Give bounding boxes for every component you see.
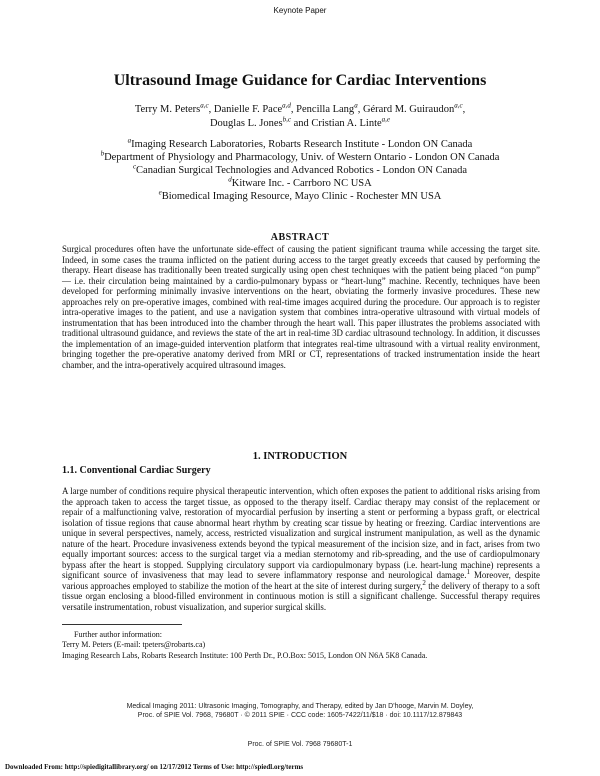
intro-text-1: A large number of conditions require physical therapeutic intervention, which often exposes the patient to additional risks arising from the approach taken to access the target tissue, as opposed to the therapy itself. Cardiac therapy may consist of the replacement or repair of a malfunctioning valve, restoration of myocardial perfusion by inserting a stent or performing a bypass graft, or electrical isolation of tissue regions that cause abnormal heart rhythm by creating scar tissue by heating or freezing. Cardiac interventions are unique in several perspectives, namely, access, restricted visualization and surgical instrument manipulation, as well as the dynamic nature of the heart. Procedure invasiveness extends beyond the typical measurement of the incision size, and in fact, arises from two equally important sources: access to the surgical target via a median sternotomy and rib-spreading, and the use of cardiopulmonary bypass after the heart is stopped. Supplying circulatory support via cardiopulmonary bypass (i.e. heart-lung machine) represents a significant source of invasiveness that may lead to severe inflammatory response and neurological damage. [62, 486, 540, 581]
aff-sup: b [100, 149, 105, 158]
download-note: Downloaded From: http://spiedigitallibrary.org/ on 12/17/2012 Terms of Use: http://spiedl.org/terms [5, 763, 304, 771]
author-sup: a [354, 101, 358, 110]
aff-sup: a [127, 136, 132, 145]
aff-sup: d [228, 175, 232, 184]
author-name: Cristian A. Linte [311, 118, 382, 129]
author-sep: , [357, 104, 363, 115]
paper-title: Ultrasound Image Guidance for Cardiac Interventions [113, 72, 487, 89]
proceedings-citation: Medical Imaging 2011: Ultrasonic Imaging, Tomography, and Therapy, edited by Jan D'hooge, Marvin M. Doyley, [126, 703, 474, 710]
author-name: Pencilla Lang [296, 104, 355, 115]
author-sup: a,d [282, 101, 291, 110]
intro-paragraph [62, 486, 540, 613]
author-name: Gérard M. Guiraudon [362, 104, 455, 115]
section-heading: 1. INTRODUCTION [252, 451, 348, 462]
aff-text: Biomedical Imaging Resource, Mayo Clinic - Rochester MN USA [161, 191, 442, 202]
author-sup: a,c [200, 101, 209, 110]
author-sep: , [208, 104, 214, 115]
subsection-heading: 1.1. Conventional Cardiac Surgery [62, 465, 211, 476]
intro-text-3: the delivery of therapy to a soft tissue organ enclosing a blood-filled environment in continuous motion is still a significant challenge. Successful therapy requires versatile instrumentation, robust visualization, and superior surgical skills. [62, 580, 540, 613]
author-sup: b,c [282, 115, 291, 124]
author-line-1 [0, 103, 600, 117]
aff-text: Imaging Research Laboratories, Robarts Research Institute - London ON Canada [131, 139, 473, 150]
footnote-line: Imaging Research Labs, Robarts Research Institute: 100 Perth Dr., P.O.Box: 5015, London ON N6A 5K8 Canada. [62, 651, 428, 660]
page-footer: Proc. of SPIE Vol. 7968 79680T-1 [247, 741, 353, 748]
citation-ref[interactable]: 2 [422, 578, 426, 587]
footnote-line: Further author information: [74, 630, 162, 639]
author-name: Danielle F. Pace [213, 104, 283, 115]
affiliation-c [0, 164, 600, 177]
citation-ref[interactable]: 1 [466, 568, 470, 577]
intro-text-2: Moreover, despite various approaches employed to stabilize the motion of the heart at the site of interest during surgery, [62, 570, 540, 591]
footnote-line: Terry M. Peters (E-mail: tpeters@robarts.ca) [62, 640, 206, 649]
affiliation-d [0, 177, 600, 190]
author-sep: , [462, 104, 466, 115]
author-name: Douglas L. Jones [209, 118, 283, 129]
aff-sup: c [132, 162, 137, 171]
author-sep: and [290, 118, 312, 129]
aff-text: Canadian Surgical Technologies and Advanced Robotics - London ON Canada [136, 165, 468, 176]
author-sup: a,e [381, 115, 391, 124]
abstract-text: Surgical procedures often have the unfortunate side-effect of causing the patient significant trauma while accessing the target site. Indeed, in some cases the trauma inflicted on the patient during access to the target greatly exceeds that caused by performing the therapy. Heart disease has traditionally been treated surgically using open chest techniques with the patient being placed “on pump” — i.e. their circulation being maintained by a cardio-pulmonary bypass or “heart-lung” machine. Recently, techniques have been developed for performing minimally invasive interventions on the heart, obviating the formerly invasive procedures. These new approaches rely on pre-operative images, combined with real-time images acquired during the procedure. Our approach is to register intra-operative images to the patient, and use a navigation system that combines intra-operative ultrasound with virtual models of instrumentation that has been introduced into the chamber through the heart wall. This paper illustrates the problems associated with traditional ultrasound guidance, and reviews the state of the art in real-time 3D cardiac ultrasound technology. In addition, it discusses the implementation of an image-guided intervention platform that integrates real-time ultrasound with a virtual reality environment, bringing together the pre-operative anatomy derived from MRI or CT, representations of tracked instrumentation inside the heart chamber, and the intra-operatively acquired ultrasound images. [62, 244, 540, 371]
aff-sup: e [158, 188, 162, 197]
affiliation-a [0, 138, 600, 151]
aff-text: Kitware Inc. - Carrboro NC USA [231, 178, 372, 189]
aff-text: Department of Physiology and Pharmacology, Univ. of Western Ontario - London ON Canada [104, 152, 500, 163]
keynote-label: Keynote Paper [273, 6, 327, 15]
proceedings-citation: Proc. of SPIE Vol. 7968, 79680T · © 2011 SPIE · CCC code: 1605-7422/11/$18 · doi: 10.1117/12.879843 [137, 712, 463, 719]
author-line-2 [0, 117, 600, 131]
author-sup: a,c [454, 101, 463, 110]
author-sep: , [290, 104, 297, 115]
affiliation-e [0, 190, 600, 203]
footnote-divider [62, 624, 182, 625]
abstract-heading: ABSTRACT [270, 232, 330, 243]
author-name: Terry M. Peters [134, 104, 201, 115]
affiliation-b [0, 151, 600, 164]
